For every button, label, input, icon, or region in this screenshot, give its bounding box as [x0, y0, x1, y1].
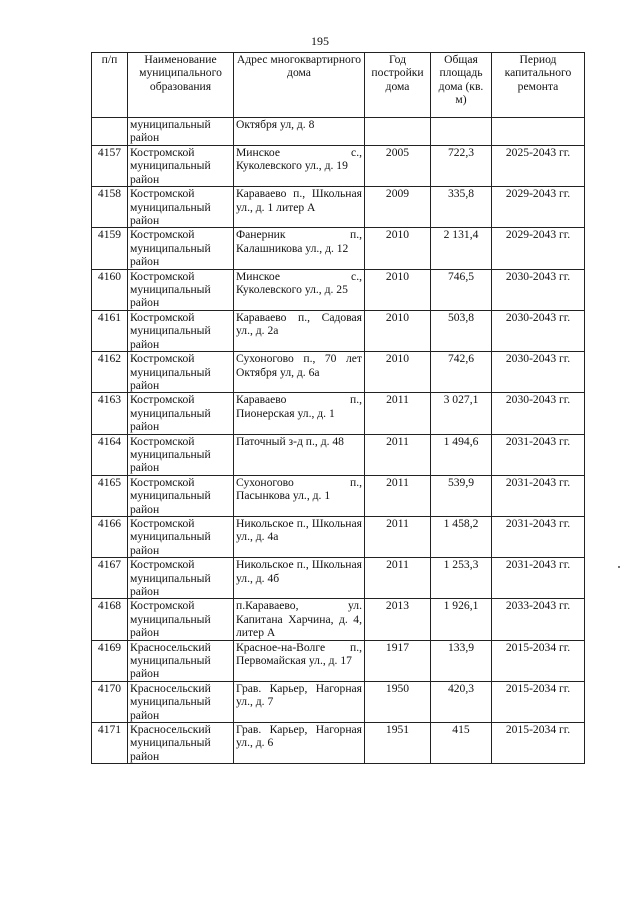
cell-num: 4163 — [92, 393, 128, 434]
cell-address: Караваево п., Пионерская ул., д. 1 — [234, 393, 365, 434]
header-period: Период капитального ремонта — [492, 53, 585, 118]
cell-area: 415 — [431, 723, 492, 764]
cell-area: 503,8 — [431, 310, 492, 351]
cell-address: Красное-на-Волге п., Первомайская ул., д. 17 — [234, 640, 365, 681]
header-municipality: Наименование муниципального образования — [128, 53, 234, 118]
cell-num: 4170 — [92, 681, 128, 722]
table-row-continuation — [92, 118, 585, 146]
cell-num: 4161 — [92, 310, 128, 351]
cell-num: 4158 — [92, 187, 128, 228]
table-row — [92, 310, 585, 351]
cell-address: Никольское п., Школьная ул., д. 4б — [234, 558, 365, 599]
cell-num: 4160 — [92, 269, 128, 310]
header-num: п/п — [92, 53, 128, 118]
cell-address: Минское с., Куколевского ул., д. 19 — [234, 146, 365, 187]
cell-year: 2010 — [365, 310, 431, 351]
cell-address: п.Караваево, ул. Капитана Харчина, д. 4, литер А — [234, 599, 365, 640]
table-row — [92, 393, 585, 434]
cell-period: 2030-2043 гг. — [492, 352, 585, 393]
header-area: Общая площадь дома (кв. м) — [431, 53, 492, 118]
cell-area: 2 131,4 — [431, 228, 492, 269]
cell-area: 746,5 — [431, 269, 492, 310]
cell-municipality: Красносельский муниципальный район — [128, 681, 234, 722]
cell-period: 2030-2043 гг. — [492, 393, 585, 434]
table-row — [92, 352, 585, 393]
cell-address: Октября ул, д. 8 — [234, 118, 365, 146]
cell-address: Паточный з-д п., д. 48 — [234, 434, 365, 475]
cell-period: 2031-2043 гг. — [492, 558, 585, 599]
cell-address: Сухоногово п., Пасынкова ул., д. 1 — [234, 475, 365, 516]
cell-address: Караваево п., Школьная ул., д. 1 литер А — [234, 187, 365, 228]
cell-year: 2010 — [365, 352, 431, 393]
cell-year: 2011 — [365, 393, 431, 434]
cell-period: 2030-2043 гг. — [492, 310, 585, 351]
cell-municipality: Костромской муниципальный район — [128, 187, 234, 228]
cell-num: 4169 — [92, 640, 128, 681]
cell-area: 742,6 — [431, 352, 492, 393]
cell-address: Минское с., Куколевского ул., д. 25 — [234, 269, 365, 310]
cell-num: 4165 — [92, 475, 128, 516]
cell-year: 2011 — [365, 516, 431, 557]
cell-address: Караваево п., Садовая ул., д. 2а — [234, 310, 365, 351]
cell-municipality: Красносельский муниципальный район — [128, 723, 234, 764]
cell-address: Сухоногово п., 70 лет Октября ул, д. 6а — [234, 352, 365, 393]
table-row — [92, 640, 585, 681]
cell-num: 4162 — [92, 352, 128, 393]
cell-address: Грав. Карьер, Нагорная ул., д. 7 — [234, 681, 365, 722]
cell-num: 4171 — [92, 723, 128, 764]
cell-year: 1917 — [365, 640, 431, 681]
cell-num: 4164 — [92, 434, 128, 475]
cell-period: 2029-2043 гг. — [492, 187, 585, 228]
cell-area: 420,3 — [431, 681, 492, 722]
cell-year: 2010 — [365, 269, 431, 310]
cell-municipality: Костромской муниципальный район — [128, 269, 234, 310]
cell-num: 4159 — [92, 228, 128, 269]
cell-municipality: Костромской муниципальный район — [128, 558, 234, 599]
cell-area: 1 494,6 — [431, 434, 492, 475]
table-row — [92, 558, 585, 599]
table-row — [92, 269, 585, 310]
scan-speck — [618, 566, 620, 568]
cell-area: 722,3 — [431, 146, 492, 187]
cell-period: 2015-2034 гг. — [492, 723, 585, 764]
table-row — [92, 434, 585, 475]
table-row — [92, 723, 585, 764]
cell-num: 4157 — [92, 146, 128, 187]
cell-area: 3 027,1 — [431, 393, 492, 434]
cell-municipality: Костромской муниципальный район — [128, 352, 234, 393]
table-row — [92, 228, 585, 269]
cell-address: Грав. Карьер, Нагорная ул., д. 6 — [234, 723, 365, 764]
cell-period: 2033-2043 гг. — [492, 599, 585, 640]
cell-address: Никольское п., Школьная ул., д. 4а — [234, 516, 365, 557]
cell-year: 2005 — [365, 146, 431, 187]
cell-year: 2009 — [365, 187, 431, 228]
table-row — [92, 516, 585, 557]
cell-period: 2025-2043 гг. — [492, 146, 585, 187]
cell-num: 4168 — [92, 599, 128, 640]
cell-municipality: Костромской муниципальный район — [128, 393, 234, 434]
table-row — [92, 187, 585, 228]
cell-num: 4167 — [92, 558, 128, 599]
cell-area: 539,9 — [431, 475, 492, 516]
cell-period: 2015-2034 гг. — [492, 681, 585, 722]
cell-municipality: Костромской муниципальный район — [128, 310, 234, 351]
cell-area: 1 253,3 — [431, 558, 492, 599]
cell-year: 2011 — [365, 434, 431, 475]
cell-year: 2013 — [365, 599, 431, 640]
cell-period — [492, 118, 585, 146]
cell-area: 1 926,1 — [431, 599, 492, 640]
cell-municipality: Костромской муниципальный район — [128, 475, 234, 516]
table-header-row — [92, 53, 585, 118]
cell-num — [92, 118, 128, 146]
cell-period: 2029-2043 гг. — [492, 228, 585, 269]
cell-municipality: муниципальный район — [128, 118, 234, 146]
cell-period: 2031-2043 гг. — [492, 434, 585, 475]
cell-area: 335,8 — [431, 187, 492, 228]
cell-area: 1 458,2 — [431, 516, 492, 557]
cell-address: Фанерник п., Калашникова ул., д. 12 — [234, 228, 365, 269]
cell-year: 1951 — [365, 723, 431, 764]
cell-municipality: Костромской муниципальный район — [128, 599, 234, 640]
cell-num: 4166 — [92, 516, 128, 557]
cell-municipality: Красносельский муниципальный район — [128, 640, 234, 681]
table-row — [92, 146, 585, 187]
housing-register-table — [91, 52, 585, 764]
cell-year: 2011 — [365, 475, 431, 516]
cell-municipality: Костромской муниципальный район — [128, 146, 234, 187]
cell-period: 2031-2043 гг. — [492, 516, 585, 557]
cell-year: 1950 — [365, 681, 431, 722]
table-row — [92, 681, 585, 722]
cell-area: 133,9 — [431, 640, 492, 681]
cell-municipality: Костромской муниципальный район — [128, 434, 234, 475]
header-address: Адрес многоквартирного дома — [234, 53, 365, 118]
cell-municipality: Костромской муниципальный район — [128, 516, 234, 557]
cell-area — [431, 118, 492, 146]
cell-period: 2031-2043 гг. — [492, 475, 585, 516]
cell-year: 2010 — [365, 228, 431, 269]
table-row — [92, 599, 585, 640]
page-number: 195 — [311, 34, 329, 48]
header-year: Год постройки дома — [365, 53, 431, 118]
cell-year: 2011 — [365, 558, 431, 599]
table-row — [92, 475, 585, 516]
cell-year — [365, 118, 431, 146]
cell-period: 2015-2034 гг. — [492, 640, 585, 681]
cell-municipality: Костромской муниципальный район — [128, 228, 234, 269]
cell-period: 2030-2043 гг. — [492, 269, 585, 310]
